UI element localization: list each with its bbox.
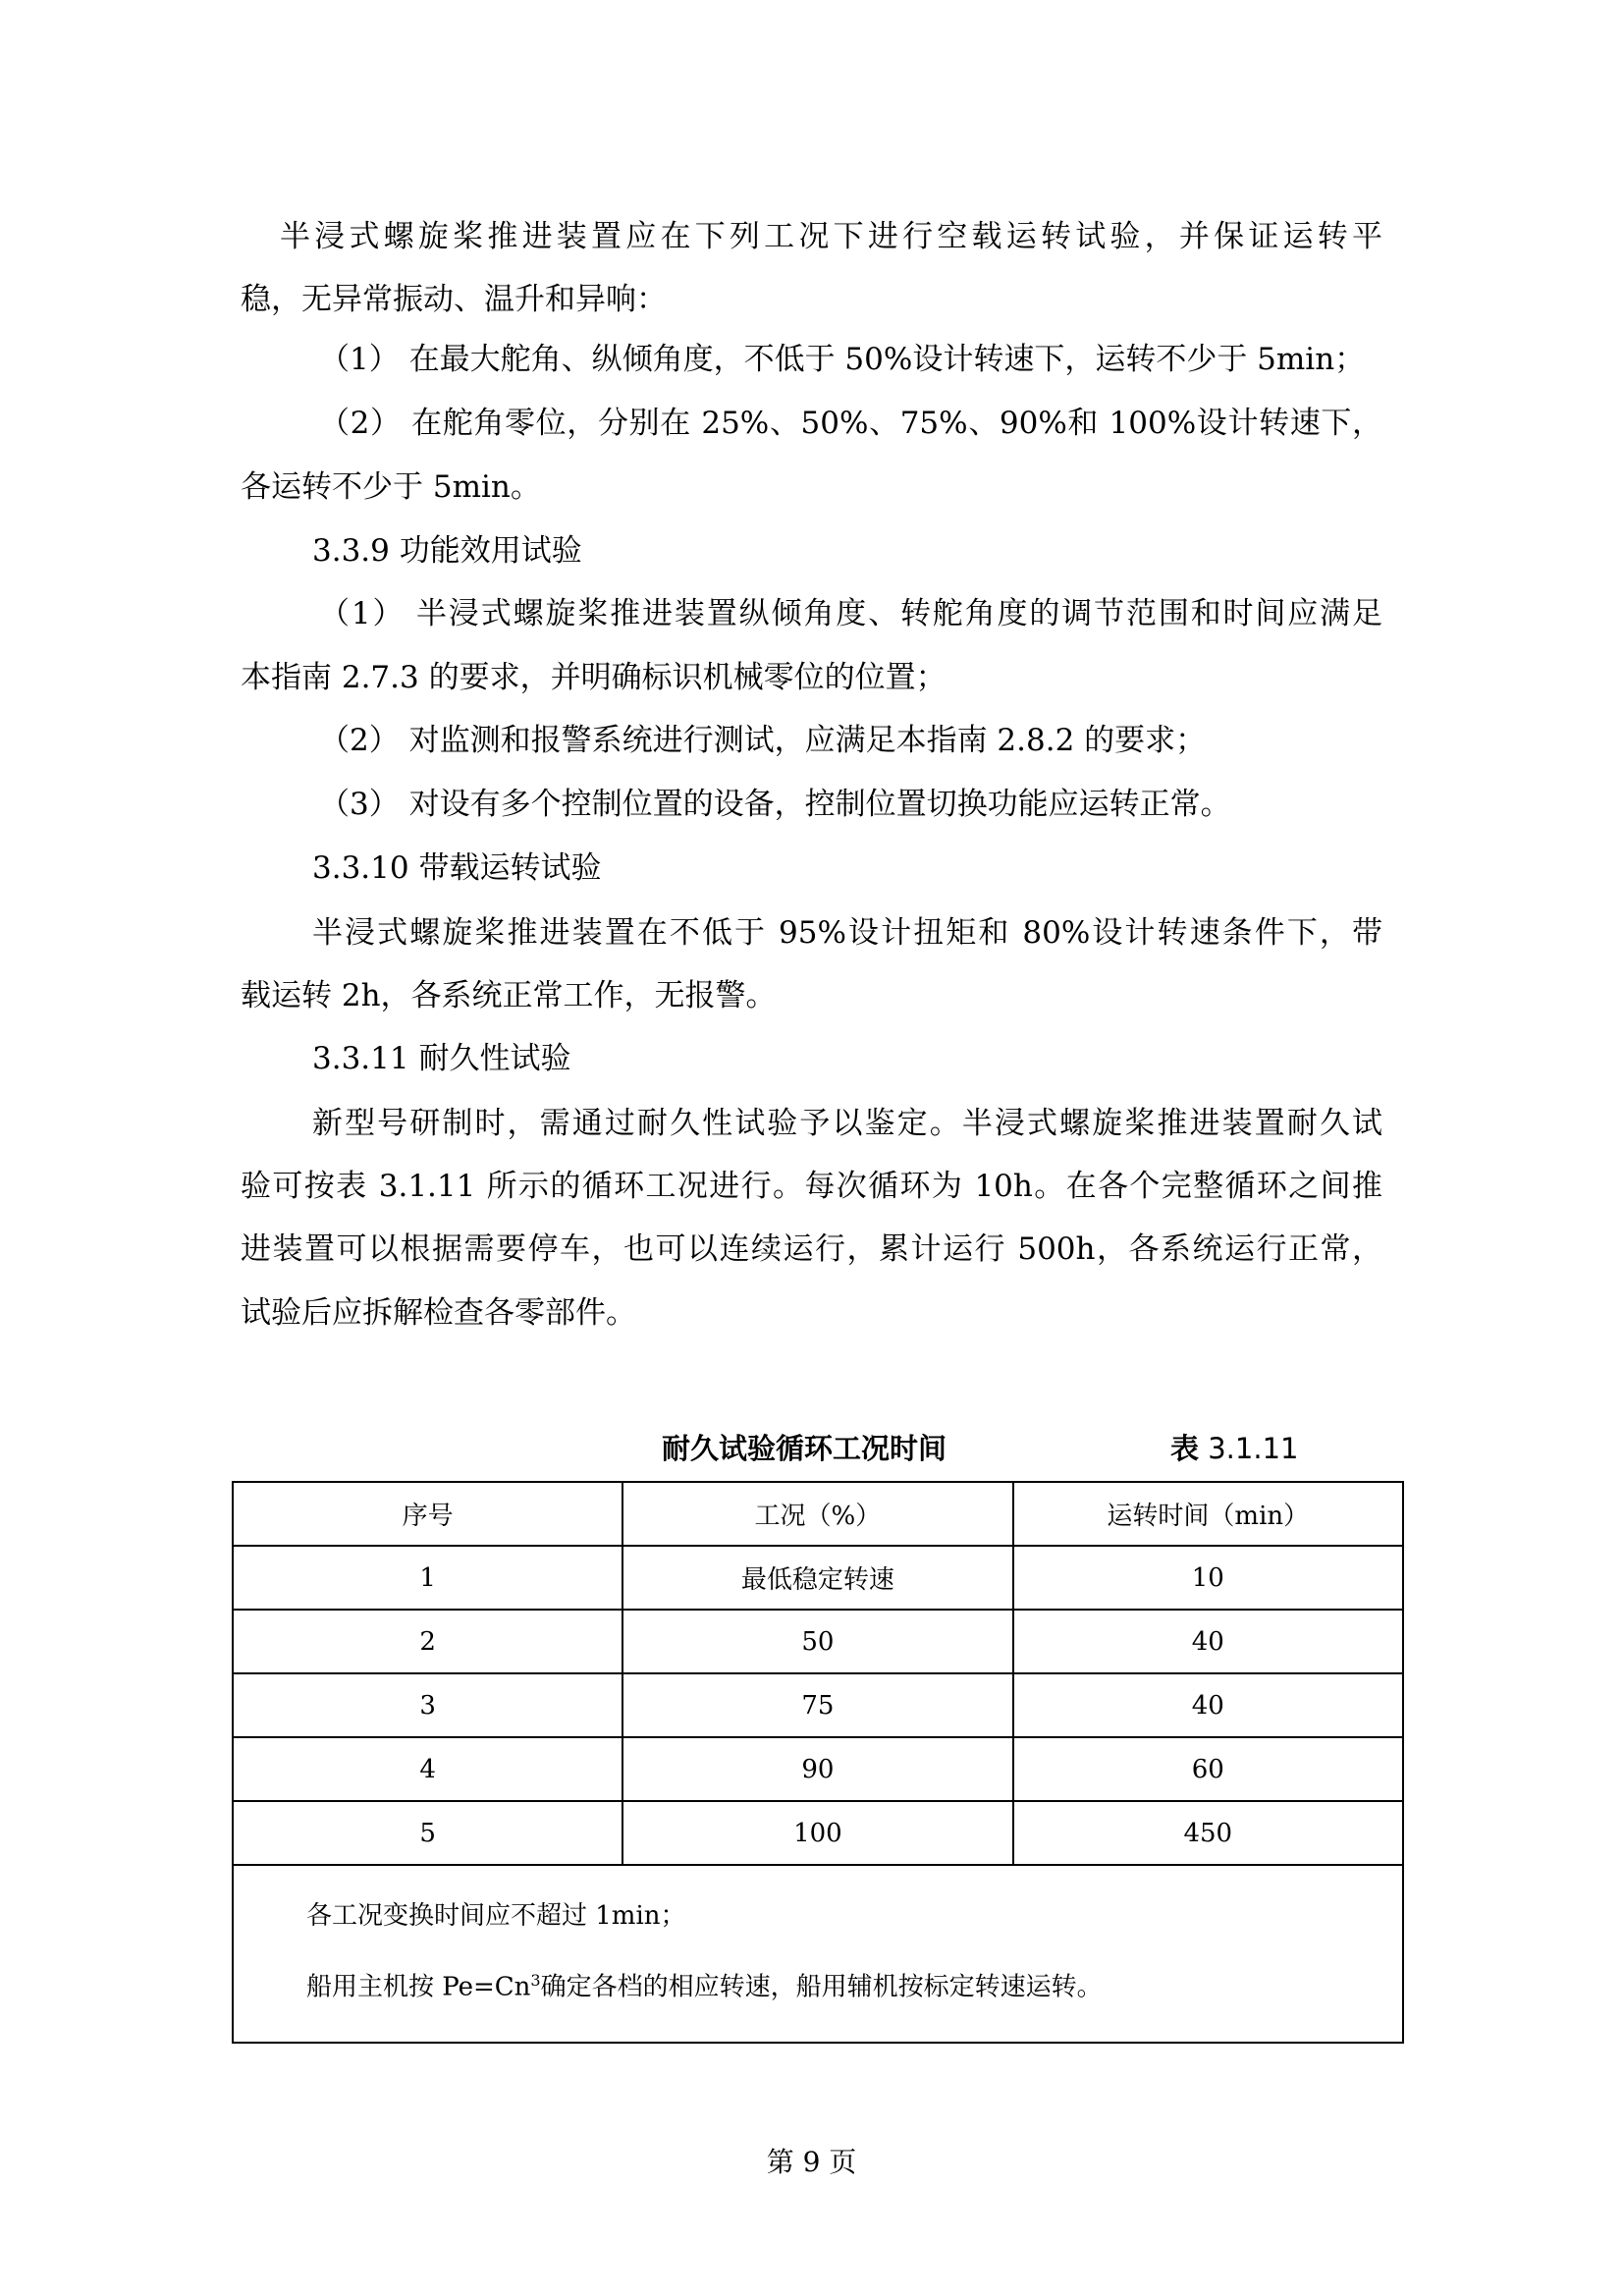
cell-index: 1 — [233, 1546, 622, 1610]
table-note-row — [233, 1865, 1403, 2043]
header-index: 序号 — [233, 1482, 622, 1546]
table-title: 耐久试验循环工况时间 — [662, 1432, 947, 1465]
header-condition: 工况（%） — [622, 1482, 1012, 1546]
table-note-2: 船用主机按 $Pe=Cn^3$确定各档的相应转速，船用辅机按标定转速运转。 — [306, 1971, 1103, 2002]
table-note-1: 各工况变换时间应不超过 1min； — [306, 1901, 686, 1931]
table-row — [233, 1801, 1403, 1865]
table-note-cell — [233, 1865, 1403, 2043]
cell-condition: 50 — [622, 1610, 1012, 1673]
table-row — [233, 1546, 1403, 1610]
cell-condition: 最低稳定转速 — [622, 1546, 1012, 1610]
cell-run-time: 450 — [1013, 1801, 1403, 1865]
cell-index: 2 — [233, 1610, 622, 1673]
cell-index: 5 — [233, 1801, 622, 1865]
cell-condition: 100 — [622, 1801, 1012, 1865]
cell-condition: 90 — [622, 1737, 1012, 1801]
cell-index: 3 — [233, 1673, 622, 1737]
cell-condition: 75 — [622, 1673, 1012, 1737]
table-number: 表 3.1.11 — [1170, 1432, 1299, 1465]
cell-run-time: 40 — [1013, 1610, 1403, 1673]
page-number: 第 9 页 — [766, 2146, 857, 2178]
table-row — [233, 1610, 1403, 1673]
table-row — [233, 1737, 1403, 1801]
cell-run-time: 10 — [1013, 1546, 1403, 1610]
endurance-cycle-table — [232, 1481, 1404, 2044]
table-header-row — [233, 1482, 1403, 1546]
cell-index: 4 — [233, 1737, 622, 1801]
cell-run-time: 60 — [1013, 1737, 1403, 1801]
table-row — [233, 1673, 1403, 1737]
header-run-time: 运转时间（min） — [1013, 1482, 1403, 1546]
cell-run-time: 40 — [1013, 1673, 1403, 1737]
